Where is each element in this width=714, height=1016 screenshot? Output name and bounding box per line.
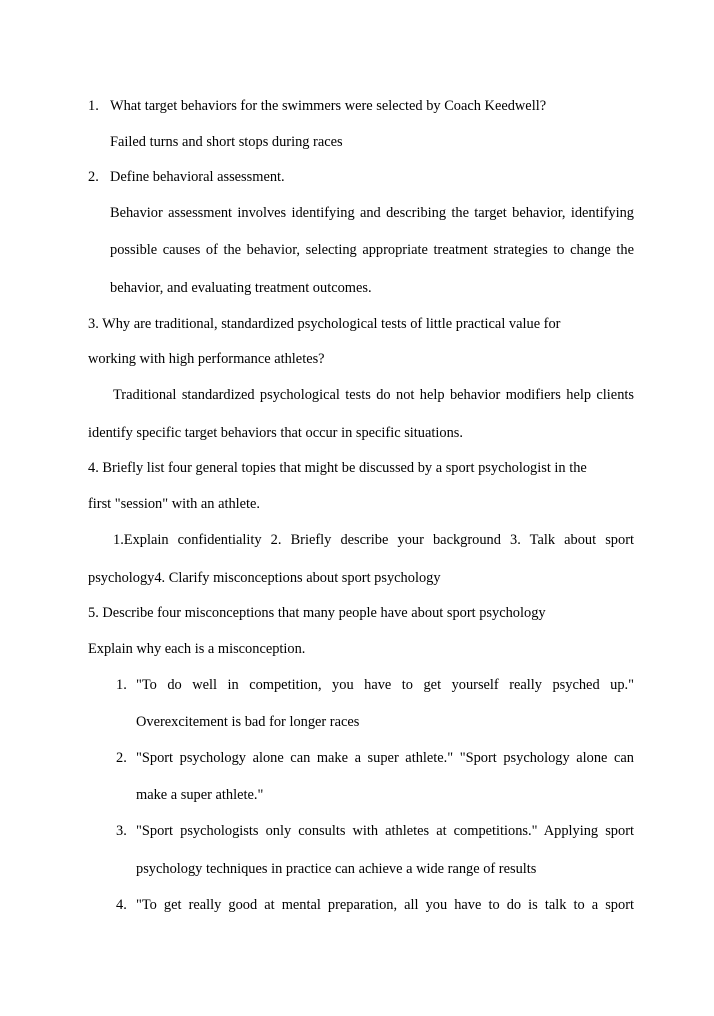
q5-item-3-line-1: "Sport psychologists only consults with athletes at competitions." Applying sport: [136, 823, 634, 839]
q3-answer-line-2: identify specific target behaviors that occur in specific situations.: [88, 425, 463, 441]
q5-item-3-number: 3.: [116, 823, 127, 839]
q2-answer-line-1: Behavior assessment involves identifying and describing the target behavior, identifying: [110, 205, 634, 221]
q5-item-1-number: 1.: [116, 677, 127, 693]
q5-item-4-line-1: "To get really good at mental preparation, all you have to do is talk to a sport: [136, 897, 634, 913]
q1-question: What target behaviors for the swimmers were selected by Coach Keedwell?: [110, 98, 547, 114]
q5-question-line-2: Explain why each is a misconception.: [88, 641, 306, 657]
q1-answer: Failed turns and short stops during races: [110, 134, 343, 150]
q5-item-3-line-2: psychology techniques in practice can achieve a wide range of results: [136, 861, 537, 877]
q5-item-2-number: 2.: [116, 750, 127, 766]
q4-answer-line-2: psychology4. Clarify misconceptions about sport psychology: [88, 570, 441, 586]
q3-answer-line-1: Traditional standardized psychological tests do not help behavior modifiers help clients: [113, 387, 634, 403]
q5-item-1-line-2: Overexcitement is bad for longer races: [136, 714, 360, 730]
q2-number: 2.: [88, 169, 99, 185]
q2-answer-line-2: possible causes of the behavior, selecting appropriate treatment strategies to change the: [110, 242, 634, 258]
q5-item-1-line-1: "To do well in competition, you have to get yourself really psyched up.": [136, 677, 634, 693]
q4-question-line-2: first "session" with an athlete.: [88, 496, 261, 512]
q5-item-2-line-2: make a super athlete.": [136, 787, 264, 803]
q2-question: Define behavioral assessment.: [110, 169, 285, 185]
q4-answer-line-1: 1.Explain confidentiality 2. Briefly describe your background 3. Talk about sport: [113, 532, 634, 548]
q4-question-line-1: 4. Briefly list four general topies that might be discussed by a sport psychologist in the: [88, 460, 587, 476]
q2-answer-line-3: behavior, and evaluating treatment outcomes.: [110, 280, 372, 296]
q1-number: 1.: [88, 98, 99, 114]
q5-item-2-line-1: "Sport psychology alone can make a super athlete." "Sport psychology alone can: [136, 750, 634, 766]
q3-question-line-1: 3. Why are traditional, standardized psychological tests of little practical value for: [88, 316, 561, 332]
q3-question-line-2: working with high performance athletes?: [88, 351, 325, 367]
q5-item-4-number: 4.: [116, 897, 127, 913]
q5-question-line-1: 5. Describe four misconceptions that many people have about sport psychology: [88, 605, 546, 621]
